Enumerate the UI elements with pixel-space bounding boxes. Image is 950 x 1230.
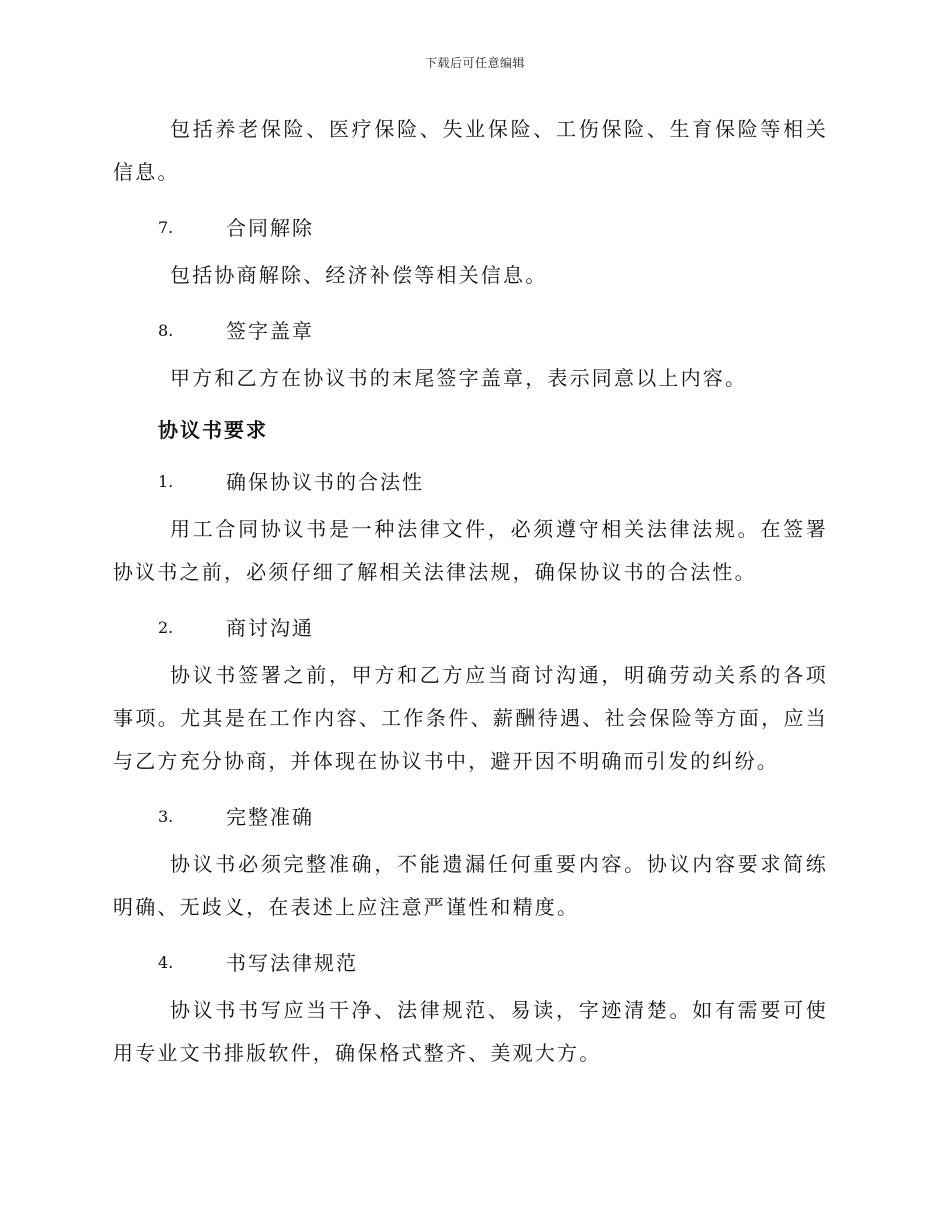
paragraph-insurance: 包括养老保险、医疗保险、失业保险、工伤保险、生育保险等相关信息。 [113,117,828,184]
item-number: 7. [158,218,174,237]
list-item-contract-termination [113,202,828,254]
paragraph-writing-standard: 协议书书写应当干净、法律规范、易读，字迹清楚。如有需要可使用专业文书排版软件，确保格式整齐、美观大方。 [113,998,828,1065]
item-number: 4. [158,953,174,972]
item-number: 1. [158,472,174,491]
item-title: 确保协议书的合法性 [226,470,424,494]
list-item-negotiation [113,602,828,654]
item-title: 书写法律规范 [226,951,358,975]
item-title: 合同解除 [226,216,314,240]
item-title: 签字盖章 [226,319,314,343]
list-item-writing-standard [113,937,828,989]
paragraph-legality: 用工合同协议书是一种法律文件，必须遵守相关法律法规。在签署协议书之前，必须仔细了解相关法律法规，确保协议书的合法性。 [113,517,828,584]
paragraph-negotiation: 协议书签署之前，甲方和乙方应当商讨沟通，明确劳动关系的各项事项。尤其是在工作内容、工作条件、薪酬待遇、社会保险等方面，应当与乙方充分协商，并体现在协议书中，避开因不明确而引发的纠纷。 [113,663,828,773]
list-item-legality [113,456,828,508]
list-item-completeness [113,791,828,843]
paragraph-termination: 包括协商解除、经济补偿等相关信息。 [170,263,548,287]
section-heading: 协议书要求 [158,418,268,442]
item-number: 3. [158,807,174,826]
item-title: 完整准确 [226,805,314,829]
list-item-signature [113,305,828,357]
document-body [113,108,828,1075]
page-header: 下载后可任意编辑 [424,56,525,70]
item-number: 2. [158,618,174,637]
paragraph-completeness: 协议书必须完整准确，不能遗漏任何重要内容。协议内容要求简练明确、无歧义，在表述上应注意严谨性和精度。 [113,852,828,919]
item-number: 8. [158,321,174,340]
item-title: 商讨沟通 [226,616,314,640]
paragraph-signature: 甲方和乙方在协议书的末尾签字盖章，表示同意以上内容。 [170,366,748,390]
